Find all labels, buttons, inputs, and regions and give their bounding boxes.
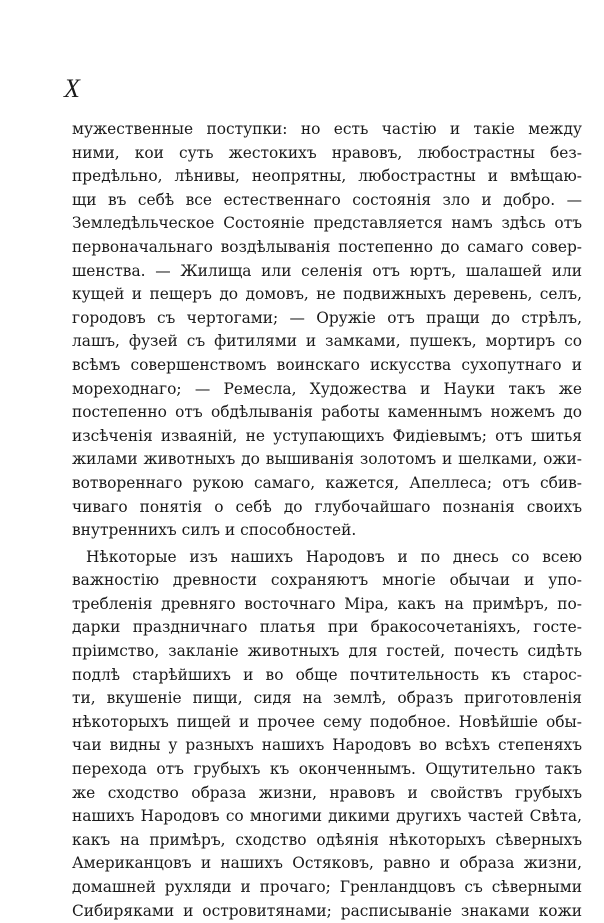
body-text — [72, 118, 582, 923]
text-line: какъ на примѣръ, сходство одѣянія нѣкоторыхъ сѣверныхъ — [72, 830, 582, 849]
text-line: ними, кои суть жестокихъ нравовъ, любострастны без- — [72, 143, 582, 162]
text-line: перехода отъ грубыхъ къ оконченнымъ. Ощутительно такъ — [72, 760, 582, 779]
text-line: же сходство образа жизни, нравовъ и свойствъ грубыхъ — [72, 783, 582, 802]
text-line: предѣльно, лѣнивы, неопрятны, любострастны и вмѣщаю- — [72, 167, 582, 186]
text-line: вотвореннаго рукою самаго, кажется, Апеллеса; отъ сбив- — [72, 473, 582, 492]
text-line: нѣкоторыхъ пищей и прочее сему подобное. Новѣйшіе обы- — [72, 712, 582, 731]
text-line: Американцовъ и нашихъ Остяковъ, равно и образа жизни, — [72, 854, 582, 873]
text-line: пріимство, закланіе животныхъ для гостей, почесть сидѣть — [72, 642, 582, 661]
text-line: первоначальнаго воздѣлыванія постепенно до самаго совер- — [72, 237, 582, 256]
text-line: чаи видны у разныхъ нашихъ Народовъ во всѣхъ степеняхъ — [72, 736, 582, 755]
text-line: важностію древности сохраняютъ многіе обычаи и упо- — [72, 571, 582, 590]
text-line: шенства. — Жилища или селенія отъ юртъ, шалашей или — [72, 261, 582, 280]
text-line: постепенно отъ обдѣлыванія работы каменнымъ ножемъ до — [72, 403, 582, 422]
text-line: чиваго понятія о себѣ до глубочайшаго познанія своихъ — [72, 497, 582, 516]
text-line: нашихъ Народовъ со многими дикими другихъ частей Свѣта, — [72, 807, 582, 826]
text-line: Земледѣльческое Состояніе представляется намъ здѣсь отъ — [72, 214, 582, 233]
text-line: лашъ, фузей съ фитилями и замками, пушекъ, мортиръ со — [72, 332, 582, 351]
text-line: Нѣкоторые изъ нашихъ Народовъ и по днесь со всею — [86, 547, 582, 566]
text-line: внутреннихъ силъ и способностей. — [72, 521, 357, 540]
text-line: требленія древняго восточнаго Міра, какъ на примѣръ, по- — [72, 594, 582, 613]
text-line: ти, вкушеніе пищи, сидя на землѣ, образъ приготовленія — [72, 689, 582, 708]
text-line: изсѣченія изваяній, не уступающихъ Фидіевымъ; отъ шитья — [72, 426, 582, 445]
text-line: кущей и пещеръ до домовъ, не подвижныхъ деревень, селъ, — [72, 285, 582, 304]
page-number: X — [64, 74, 80, 103]
text-line: мужественные поступки: но есть частію и такіе между — [72, 120, 582, 138]
text-line: жилами животныхъ до вышиванія золотомъ и шелками, ожи- — [72, 450, 582, 469]
text-line: Сибиряками и островитянами; расписываніе знаками кожи — [72, 901, 582, 920]
text-line: дарки праздничнаго платья при бракосочетаніяхъ, госте- — [72, 618, 582, 637]
text-line: городовъ съ чертогами; — Оружіе отъ пращи до стрѣлъ, — [72, 308, 582, 327]
text-line: домашней рухляди и прочаго; Гренландцовъ съ сѣверными — [72, 878, 582, 896]
text-line: щи въ себѣ все естественнаго состоянія зло и добро. — — [72, 190, 582, 209]
text-line: всѣмъ совершенствомъ воинскаго искусства сухопутнаго и — [72, 355, 582, 374]
text-line: подлѣ старѣйшихъ и во обще почтительность къ старос- — [72, 665, 582, 684]
text-line: мореходнаго; — Ремесла, Художества и Науки такъ же — [72, 379, 582, 398]
